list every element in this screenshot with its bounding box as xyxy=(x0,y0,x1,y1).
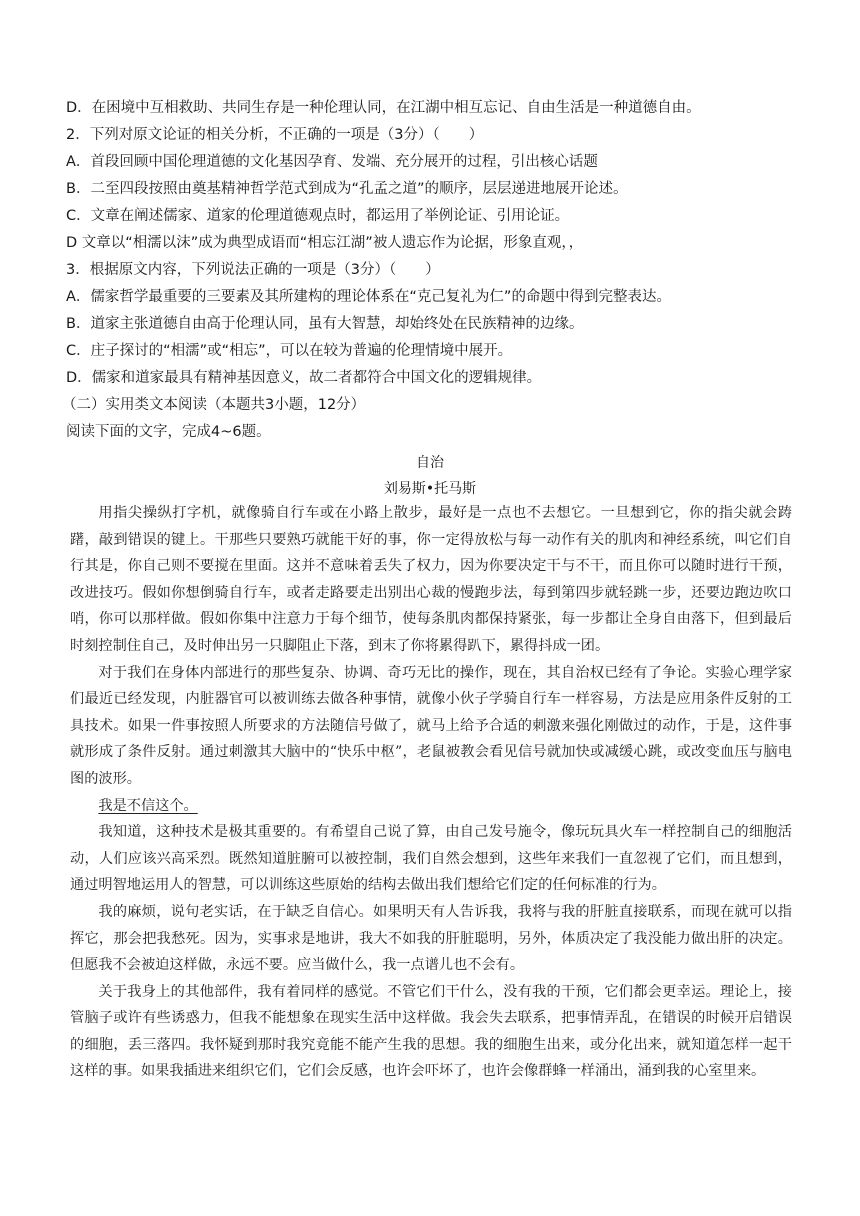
section-heading: （二）实用类文本阅读（本题共3小题，12分） xyxy=(62,397,366,413)
paragraph xyxy=(70,793,792,820)
question-2-option-d: D 文章以“相濡以沫”成为典型成语而“相忘江湖”被人遗忘作为论据，形象直观，， xyxy=(66,235,584,251)
paragraph: 关于我身上的其他部件，我有着同样的感觉。不管它们干什么，没有我的干预，它们都会更幸运。理论上，接管脑子或许有些诱惑力，但我不能想象在现实生活中这样做。我会失去联系，把事情弄乱，在错误的时候开启错误的细胞，丢三落四。我怀疑到那时我究竟能不能产生我的思想。我的细胞生出来，或分化出来，就知道怎样一起干这样的事。如果我插进来组织它们，它们会反感，也许会吓坏了，也许会像群蜂一样涌出，涌到我的心室里来。 xyxy=(70,983,792,1080)
question-2-option-b: B．二至四段按照由奠基精神哲学范式到成为“孔孟之道”的顺序，层层递进地展开论述。 xyxy=(66,181,628,197)
question-2-option-a: A．首段回顾中国伦理道德的文化基因孕育、发端、充分展开的过程，引出核心话题 xyxy=(66,154,598,170)
question-3-option-c: C．庄子探讨的“相濡”或“相忘”，可以在较为普遍的伦理情境中展开。 xyxy=(66,343,513,359)
question-3-stem: 3．根据原文内容，下列说法正确的一项是（3分）（ ） xyxy=(66,262,440,278)
article-author: 刘易斯•托马斯 xyxy=(383,481,477,497)
article-title: 自治 xyxy=(416,455,444,471)
paragraph: 用指尖操纵打字机，就像骑自行车或在小路上散步，最好是一点也不去想它。一旦想到它，你的指尖就会踌躇，敲到错误的键上。干那些只要熟巧就能干好的事，你一定得放松与每一动作有关的肌肉和神经系统，叫它们自行其是，你自己则不要搅在里面。这并不意味着丢失了权力，因为你要决定干与不干，而且你可以随时进行干预，改进技巧。假如你想倒骑自行车，或者走路要走出别出心裁的慢跑步法，每到第四步就轻跳一步，还要边跑边吹口哨，你可以那样做。假如你集中注意力于每个细节，使每条肌肉都保持紧张，每一步都让全身自由落下，但到最后时刻控制住自己，及时伸出另一只脚阻止下落，到末了你将累得趴下，累得抖成一团。 xyxy=(70,505,792,654)
option-1-d: D．在困境中互相救助、共同生存是一种伦理认同，在江湖中相互忘记、自由生活是一种道德自由。 xyxy=(66,100,701,116)
reading-instruction: 阅读下面的文字，完成4~6题。 xyxy=(66,424,271,440)
question-3-option-d: D．儒家和道家最具有精神基因意义，故二者都符合中国文化的逻辑规律。 xyxy=(66,370,542,386)
article-body xyxy=(70,500,792,1085)
question-3-option-a: A．儒家哲学最重要的三要素及其所建构的理论体系在“克己复礼为仁”的命题中得到完整表达。 xyxy=(66,289,671,305)
paragraph: 对于我们在身体内部进行的那些复杂、协调、奇巧无比的操作，现在，其自治权已经有了争论。实验心理学家们最近已经发现，内脏器官可以被训练去做各种事情，就像小伙子学骑自行车一样容易，方法是应用条件反射的工具技术。如果一件事按照人所要求的方法随信号做了，就马上给予合适的刺激来强化刚做过的动作，于是，这件事就形成了条件反射。通过刺激其大脑中的“快乐中枢”，老鼠被教会看见信号就加快或减缓心跳，或改变血压与脑电图的波形。 xyxy=(70,664,792,787)
question-2-option-c: C．文章在阐述儒家、道家的伦理道德观点时，都运用了举例论证、引用论证。 xyxy=(66,208,570,224)
question-3-option-b: B．道家主张道德自由高于伦理认同，虽有大智慧，却始终处在民族精神的边缘。 xyxy=(66,316,584,332)
underlined-sentence: 我是不信这个。 xyxy=(98,797,198,814)
paragraph: 我的麻烦，说句老实话，在于缺乏自信心。如果明天有人告诉我，我将与我的肝脏直接联系，而现在就可以指挥它，那会把我愁死。因为，实事求是地讲，我大不如我的肝脏聪明，另外，体质决定了我没能力做出肝的决定。但愿我不会被迫这样做，永远不要。应当做什么，我一点谱儿也不会有。 xyxy=(70,903,792,974)
paragraph: 我知道，这种技术是极其重要的。有希望自己说了算，由自己发号施令，像玩玩具火车一样控制自己的细胞活动，人们应该兴高采烈。既然知道脏腑可以被控制，我们自然会想到，这些年来我们一直忽视了它们，而且想到，通过明智地运用人的智慧，可以训练这些原始的结构去做出我们想给它们定的任何标准的行为。 xyxy=(70,824,792,894)
question-2-stem: 2．下列对原文论证的相关分析，不正确的一项是（3分）（ ） xyxy=(66,127,484,143)
